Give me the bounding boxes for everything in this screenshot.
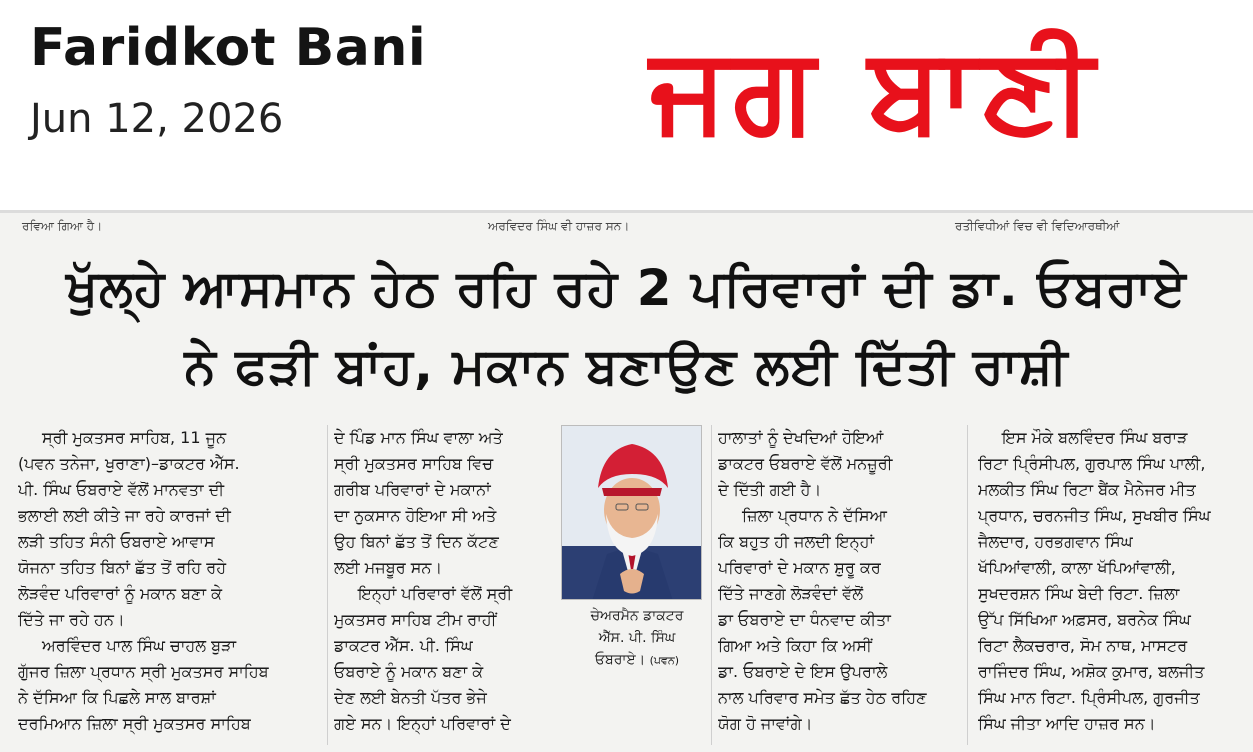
newspaper-masthead: ਜਗ ਬਾਣੀ [650,20,1100,158]
text-line: ਪ੍ਰਧਾਨ, ਚਰਨਜੀਤ ਸਿੰਘ, ਸੁਖਬੀਰ ਸਿੰਘ [978,506,1211,525]
publication-date: Jun 12, 2026 [30,96,284,142]
text-line: ਦਰਮਿਆਨ ਜ਼ਿਲਾ ਸ੍ਰੀ ਮੁਕਤਸਰ ਸਾਹਿਬ [18,714,251,733]
text-line: ਹਾਲਾਤਾਂ ਨੂੰ ਦੇਖਦਿਆਂ ਹੋਇਆਂ [718,428,884,447]
text-line: ਸ੍ਰੀ ਮੁਕਤਸਰ ਸਾਹਿਬ ਵਿਚ [334,454,494,473]
text-line: ਮੁਕਤਸਰ ਸਾਹਿਬ ਟੀਮ ਰਾਹੀਂ [334,610,497,629]
text-line: (ਪਵਨ ਤਨੇਜਾ, ਖੁਰਾਣਾ)–ਡਾਕਟਰ ਐੱਸ. [18,454,240,473]
text-line: ਨਾਲ ਪਰਿਵਾਰ ਸਮੇਤ ਛੱਤ ਹੇਠ ਰਹਿਣ [718,688,927,707]
text-line: ਦਿੱਤੇ ਜਾਣਗੇ ਲੋੜਵੰਦਾਂ ਵੱਲੋਂ [718,584,864,603]
text-line: ਰਾਜਿੰਦਰ ਸਿੰਘ, ਅਸ਼ੋਕ ਕੁਮਾਰ, ਬਲਜੀਤ [978,662,1205,681]
text-line: ਕਿ ਬਹੁਤ ਹੀ ਜਲਦੀ ਇਨ੍ਹਾਂ [718,532,875,551]
caption-line [562,649,712,672]
photo-credit: (ਪਵਨ) [649,654,680,667]
publication-name: Faridkot Bani [30,18,427,78]
headline-line-1: ਖੁੱਲ੍ਹੇ ਆਸਮਾਨ ਹੇਠ ਰਹਿ ਰਹੇ 2 ਪਰਿਵਾਰਾਂ ਦੀ ਡਾ. ਓਬਰਾਏ [66,259,1187,317]
headline-line-2: ਨੇ ਫੜੀ ਬਾਂਹ, ਮਕਾਨ ਬਣਾਉਣ ਲਈ ਦਿੱਤੀ ਰਾਸ਼ੀ [184,337,1069,395]
text-line: ਗੁੱਜਰ ਜ਼ਿਲਾ ਪ੍ਰਧਾਨ ਸ੍ਰੀ ਮੁਕਤਸਰ ਸਾਹਿਬ [18,662,269,681]
text-line: ਯੋਗ ਹੋ ਜਾਵਾਂਗੇ। [718,714,813,733]
caption-line: ਐੱਸ. ਪੀ. ਸਿੰਘ [598,630,676,646]
photo-caption [562,605,712,672]
text-line: ਇਨ੍ਹਾਂ ਪਰਿਵਾਰਾਂ ਵੱਲੋਂ ਸ੍ਰੀ [358,584,513,603]
top-band [0,0,1253,212]
text-line: ਲੜੀ ਤਹਿਤ ਸੰਨੀ ਓਬਰਾਏ ਆਵਾਸ [18,532,215,551]
text-line: ਦੇ ਪਿੰਡ ਮਾਨ ਸਿੰਘ ਵਾਲਾ ਅਤੇ [334,428,503,447]
text-line: ਡਾ. ਓਬਰਾਏ ਦੇ ਇਸ ਉਪਰਾਲੇ [718,662,888,681]
text-line: ਗਏ ਸਨ। ਇਨ੍ਹਾਂ ਪਰਿਵਾਰਾਂ ਦੇ [334,714,511,733]
text-line: ਰਿਟਾ ਪ੍ਰਿੰਸੀਪਲ, ਗੁਰਪਾਲ ਸਿੰਘ ਪਾਲੀ, [978,454,1206,473]
text-line: ਦੇਣ ਲਈ ਬੇਨਤੀ ਪੱਤਰ ਭੇਜੇ [334,688,487,707]
text-line: ਇਸ ਮੌਕੇ ਬਲਵਿੰਦਰ ਸਿੰਘ ਬਰਾੜ [1002,428,1188,447]
article-column-4 [978,425,1243,737]
column-rule [711,425,712,745]
text-line: ਸੁਖਦਰਸ਼ਨ ਸਿੰਘ ਬੇਦੀ ਰਿਟਾ. ਜ਼ਿਲਾ [978,584,1180,603]
text-line: ਸਿੰਘ ਜੀਤਾ ਆਦਿ ਹਾਜ਼ਰ ਸਨ। [978,714,1156,733]
text-line: ਡਾ ਓਬਰਾਏ ਦਾ ਧੰਨਵਾਦ ਕੀਤਾ [718,610,891,629]
column-rule [967,425,968,745]
text-line: ਡਾਕਟਰ ਓਬਰਾਏ ਵੱਲੋਂ ਮਨਜ਼ੂਰੀ [718,454,893,473]
caption-line: ਚੇਅਰਮੈਨ ਡਾਕਟਰ [590,608,684,624]
article-column-1 [18,425,318,737]
caption-name: ਓਬਰਾਏ। [594,652,646,668]
text-line: ਦਿੱਤੇ ਜਾ ਰਹੇ ਹਨ। [18,610,125,629]
article-column-3 [718,425,953,737]
text-line: ਸਿੰਘ ਮਾਨ ਰਿਟਾ. ਪ੍ਰਿੰਸੀਪਲ, ਗੁਰਜੀਤ [978,688,1200,707]
text-line: ਜ਼ਿਲਾ ਪ੍ਰਧਾਨ ਨੇ ਦੱਸਿਆ [742,506,887,525]
text-line: ਉਹ ਬਿਨਾਂ ਛੱਤ ਤੋਂ ਦਿਨ ਕੱਟਣ [334,532,499,551]
text-line: ਗਰੀਬ ਪਰਿਵਾਰਾਂ ਦੇ ਮਕਾਨਾਂ [334,480,491,499]
text-line: ਖੱਪਿਆਂਵਾਲੀ, ਕਾਲਾ ਖੱਪਿਆਂਵਾਲੀ, [978,558,1176,577]
text-line: ਪਰਿਵਾਰਾਂ ਦੇ ਮਕਾਨ ਸ਼ੁਰੂ ਕਰ [718,558,881,577]
text-line: ਨੇ ਦੱਸਿਆ ਕਿ ਪਿਛਲੇ ਸਾਲ ਬਾਰਸ਼ਾਂ [18,688,216,707]
text-line: ਉੱਪ ਸਿੱਖਿਆ ਅਫ਼ਸਰ, ਬਰਨੇਕ ਸਿੰਘ [978,610,1191,629]
text-line: ਯੋਜਨਾ ਤਹਿਤ ਬਿਨਾਂ ਛੱਤ ਤੋਂ ਰਹਿ ਰਹੇ [18,558,227,577]
text-line: ਮਲਕੀਤ ਸਿੰਘ ਰਿਟਾ ਬੈਂਕ ਮੈਨੇਜਰ ਮੀਤ [978,480,1196,499]
portrait-photo [561,425,702,600]
text-line: ਦਾ ਨੁਕਸਾਨ ਹੋਇਆ ਸੀ ਅਤੇ [334,506,497,525]
text-line: ਜੈਲਦਾਰ, ਹਰਭਗਵਾਨ ਸਿੰਘ [978,532,1133,551]
text-line: ਭਲਾਈ ਲਈ ਕੀਤੇ ਜਾ ਰਹੇ ਕਾਰਜਾਂ ਦੀ [18,506,231,525]
text-line: ਅਰਵਿੰਦਰ ਪਾਲ ਸਿੰਘ ਚਾਹਲ ਬੁੜਾ [42,636,237,655]
text-line: ਲੋੜਵੰਦ ਪਰਿਵਾਰਾਂ ਨੂੰ ਮਕਾਨ ਬਣਾ ਕੇ [18,584,223,603]
text-line: ਓਬਰਾਏ ਨੂੰ ਮਕਾਨ ਬਣਾ ਕੇ [334,662,484,681]
text-line: ਲਈ ਮਜਬੂਰ ਸਨ। [334,558,443,577]
newspaper-clipping [0,213,1253,752]
clip-fragment-middle: ਅਰਵਿਦਰ ਸਿੰਘ ਵੀ ਹਾਜ਼ਰ ਸਨ। [488,219,630,233]
clip-fragment-left: ਰਵਿਆ ਗਿਆ ਹੈ। [22,219,103,233]
text-line: ਦੇ ਦਿੱਤੀ ਗਈ ਹੈ। [718,480,822,499]
column-rule [327,425,328,745]
text-line: ਸ੍ਰੀ ਮੁਕਤਸਰ ਸਾਹਿਬ, 11 ਜੂਨ [42,428,227,447]
clip-fragment-right: ਰਤੀਵਿਧੀਆਂ ਵਿਚ ਵੀ ਵਿਦਿਆਰਥੀਆਂ [955,219,1120,233]
text-line: ਪੀ. ਸਿੰਘ ਓਬਰਾਏ ਵੱਲੋਂ ਮਾਨਵਤਾ ਦੀ [18,480,225,499]
text-line: ਰਿਟਾ ਲੈਕਚਰਾਰ, ਸੋਮ ਨਾਥ, ਮਾਸਟਰ [978,636,1188,655]
text-line: ਗਿਆ ਅਤੇ ਕਿਹਾ ਕਿ ਅਸੀਂ [718,636,872,655]
portrait-illustration [562,426,702,600]
article-column-2 [334,425,554,737]
text-line: ਡਾਕਟਰ ਐੱਸ. ਪੀ. ਸਿੰਘ [334,636,473,655]
